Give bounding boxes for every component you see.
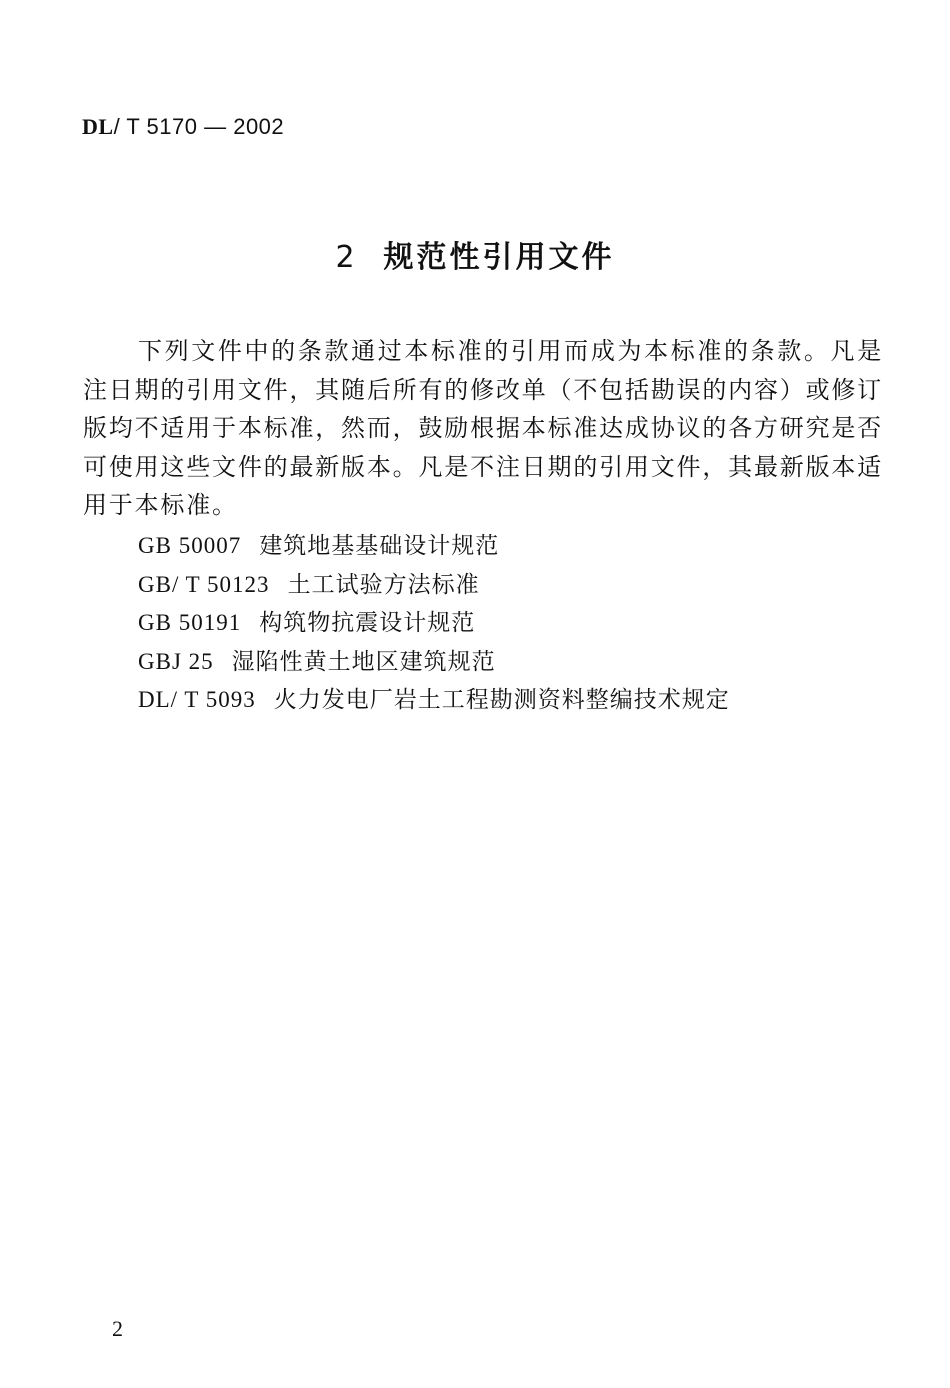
document-code-prefix: DL	[82, 114, 114, 139]
reference-title: 构筑物抗震设计规范	[259, 610, 476, 636]
page-number: 2	[112, 1316, 123, 1341]
reference-code: GB/ T 50123	[138, 571, 270, 597]
reference-code: GB 50007	[138, 533, 242, 558]
reference-list	[138, 527, 730, 720]
document-code	[82, 114, 284, 140]
reference-title: 土工试验方法标准	[287, 571, 480, 598]
reference-code: GB 50191	[138, 610, 242, 635]
intro-paragraph: 下列文件中的条款通过本标准的引用而成为本标准的条款。凡是注日期的引用文件，其随后所有的修改单（不包括勘误的内容）或修订版均不适用于本标准，然而，鼓励根据本标准达成协议的各方研究是否可使用这些文件的最新版本。凡是不注日期的引用文件，其最新版本适用于本标准。	[83, 337, 883, 519]
reference-title: 湿陷性黄土地区建筑规范	[231, 648, 496, 675]
reference-item	[138, 643, 730, 682]
section-number: 2	[335, 240, 358, 275]
reference-item	[138, 604, 730, 643]
section-title: 规范性引用文件	[383, 240, 615, 275]
reference-title: 火力发电厂岩土工程勘测资料整编技术规定	[273, 687, 730, 713]
reference-code: GBJ 25	[138, 648, 214, 674]
reference-code: DL/ T 5093	[138, 687, 256, 712]
document-code-rest: / T 5170 — 2002	[113, 114, 285, 139]
reference-item	[138, 527, 730, 566]
reference-title: 建筑地基基础设计规范	[259, 533, 500, 559]
reference-item	[138, 566, 730, 605]
section-heading	[0, 232, 950, 276]
reference-item	[138, 681, 730, 720]
